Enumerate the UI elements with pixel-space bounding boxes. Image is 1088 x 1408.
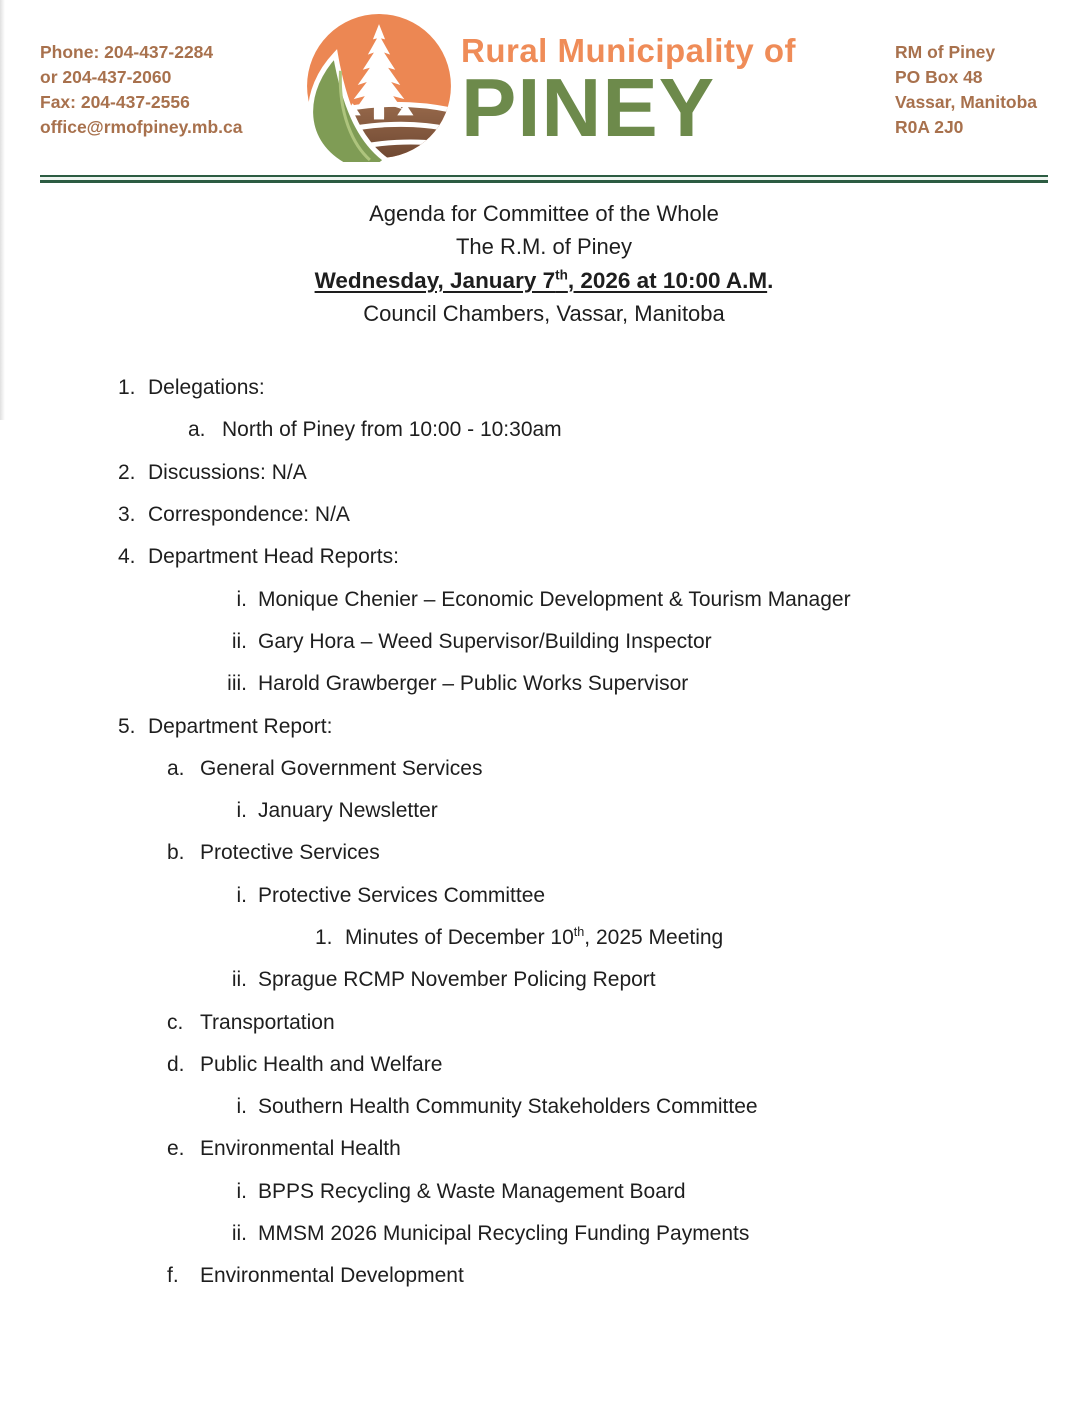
agenda-item xyxy=(0,832,1088,874)
agenda-item xyxy=(0,536,1088,578)
title-date-line xyxy=(0,264,1088,297)
title-line-2: The R.M. of Piney xyxy=(455,234,633,260)
item-marker: i. xyxy=(236,883,247,907)
item-text: BPPS Recycling & Waste Management Board xyxy=(258,1179,686,1203)
item-marker: ii. xyxy=(231,629,247,653)
item-marker: 4. xyxy=(118,545,136,569)
agenda-item xyxy=(0,1171,1088,1213)
agenda-item xyxy=(0,367,1088,409)
item-marker: i. xyxy=(236,587,247,611)
agenda-item xyxy=(0,1128,1088,1170)
agenda-item xyxy=(0,790,1088,832)
title-line-1: Agenda for Committee of the Whole xyxy=(369,201,719,226)
logo-name: PINEY xyxy=(461,61,716,154)
item-marker: a. xyxy=(188,418,206,442)
item-marker: iii. xyxy=(227,672,247,696)
item-text: Environmental Health xyxy=(200,1137,401,1161)
item-marker: ii. xyxy=(231,1222,247,1246)
date-ordinal-suffix: th xyxy=(555,267,568,283)
contact-block xyxy=(40,40,242,140)
contact-email-line: office@rmofpiney.mb.ca xyxy=(40,117,243,137)
contact-fax-line: Fax: 204-437-2556 xyxy=(40,92,190,112)
item-marker: e. xyxy=(167,1137,185,1161)
agenda-item xyxy=(0,1001,1088,1043)
date-pre: Wednesday, January 7 xyxy=(314,267,556,293)
agenda-item xyxy=(0,452,1088,494)
agenda-list xyxy=(0,367,1088,1298)
agenda-item xyxy=(0,1086,1088,1128)
item-text: North of Piney from 10:00 - 10:30am xyxy=(222,418,562,442)
agenda-item xyxy=(0,663,1088,705)
item-text: Department Report: xyxy=(148,714,333,738)
address-city-line: Vassar, Manitoba xyxy=(895,92,1038,112)
contact-phone2-line: or 204-437-2060 xyxy=(40,67,172,87)
agenda-item xyxy=(0,1255,1088,1297)
agenda-item xyxy=(0,748,1088,790)
item-text: Southern Health Community Stakeholders Committee xyxy=(258,1095,758,1119)
item-text: Environmental Development xyxy=(200,1264,464,1288)
item-marker: 5. xyxy=(118,714,136,738)
title-block xyxy=(0,197,1088,331)
title-line-4: Council Chambers, Vassar, Manitoba xyxy=(363,301,725,327)
item-text: Transportation xyxy=(200,1010,335,1034)
item-text: Department Head Reports: xyxy=(148,545,399,569)
item-text: Minutes of December 10th, 2025 Meeting xyxy=(345,925,724,949)
item-text: Protective Services Committee xyxy=(258,883,546,907)
item-marker: c. xyxy=(167,1010,184,1034)
item-text: Sprague RCMP November Policing Report xyxy=(258,968,656,992)
logo-tagline: Rural Municipality of xyxy=(461,32,797,69)
agenda-item xyxy=(0,917,1088,959)
address-block xyxy=(895,40,1037,140)
item-text: Protective Services xyxy=(200,841,380,865)
item-text: Gary Hora – Weed Supervisor/Building Inspector xyxy=(258,629,712,653)
item-text: Public Health and Welfare xyxy=(200,1052,443,1076)
agenda-item xyxy=(0,1044,1088,1086)
date-post: , 2026 at 10:00 A.M xyxy=(567,267,768,293)
item-text: Correspondence: N/A xyxy=(148,503,350,527)
meeting-date xyxy=(315,268,768,293)
item-marker: 1. xyxy=(315,926,333,949)
item-marker: 2. xyxy=(118,460,136,484)
item-marker: 1. xyxy=(118,376,136,400)
item-marker: b. xyxy=(167,841,185,865)
item-marker: i. xyxy=(236,1095,247,1119)
item-marker: i. xyxy=(236,799,247,823)
item-text: Discussions: N/A xyxy=(148,460,307,484)
item-text: Delegations: xyxy=(148,376,265,400)
item-marker: 3. xyxy=(118,503,136,527)
header-divider xyxy=(40,175,1048,183)
address-postal-line: R0A 2J0 xyxy=(895,117,964,137)
item-marker: i. xyxy=(236,1179,247,1203)
agenda-item xyxy=(0,494,1088,536)
agenda-item xyxy=(0,705,1088,747)
item-marker: d. xyxy=(167,1052,185,1076)
item-text: General Government Services xyxy=(200,756,483,780)
agenda-item xyxy=(0,1213,1088,1255)
agenda-item xyxy=(0,875,1088,917)
address-box-line: PO Box 48 xyxy=(895,67,983,87)
agenda-item xyxy=(0,578,1088,620)
item-text: January Newsletter xyxy=(258,799,438,823)
logo-svg xyxy=(303,10,455,162)
ordinal-suffix: th xyxy=(573,925,585,939)
agenda-item xyxy=(0,409,1088,451)
item-text: Monique Chenier – Economic Development & Tourism Manager xyxy=(258,587,851,611)
item-text: Harold Grawberger – Public Works Supervisor xyxy=(258,672,689,696)
item-text: MMSM 2026 Municipal Recycling Funding Payments xyxy=(258,1222,750,1246)
agenda-item xyxy=(0,959,1088,1001)
contact-phone-line: Phone: 204-437-2284 xyxy=(40,42,214,62)
piney-logo-icon xyxy=(303,10,455,162)
logo-text-block xyxy=(461,32,797,154)
agenda-item xyxy=(0,621,1088,663)
item-marker: ii. xyxy=(231,968,247,992)
item-marker: f. xyxy=(167,1264,179,1288)
item-marker: a. xyxy=(167,756,185,780)
date-period: . xyxy=(767,267,774,293)
address-name-line: RM of Piney xyxy=(895,42,996,62)
